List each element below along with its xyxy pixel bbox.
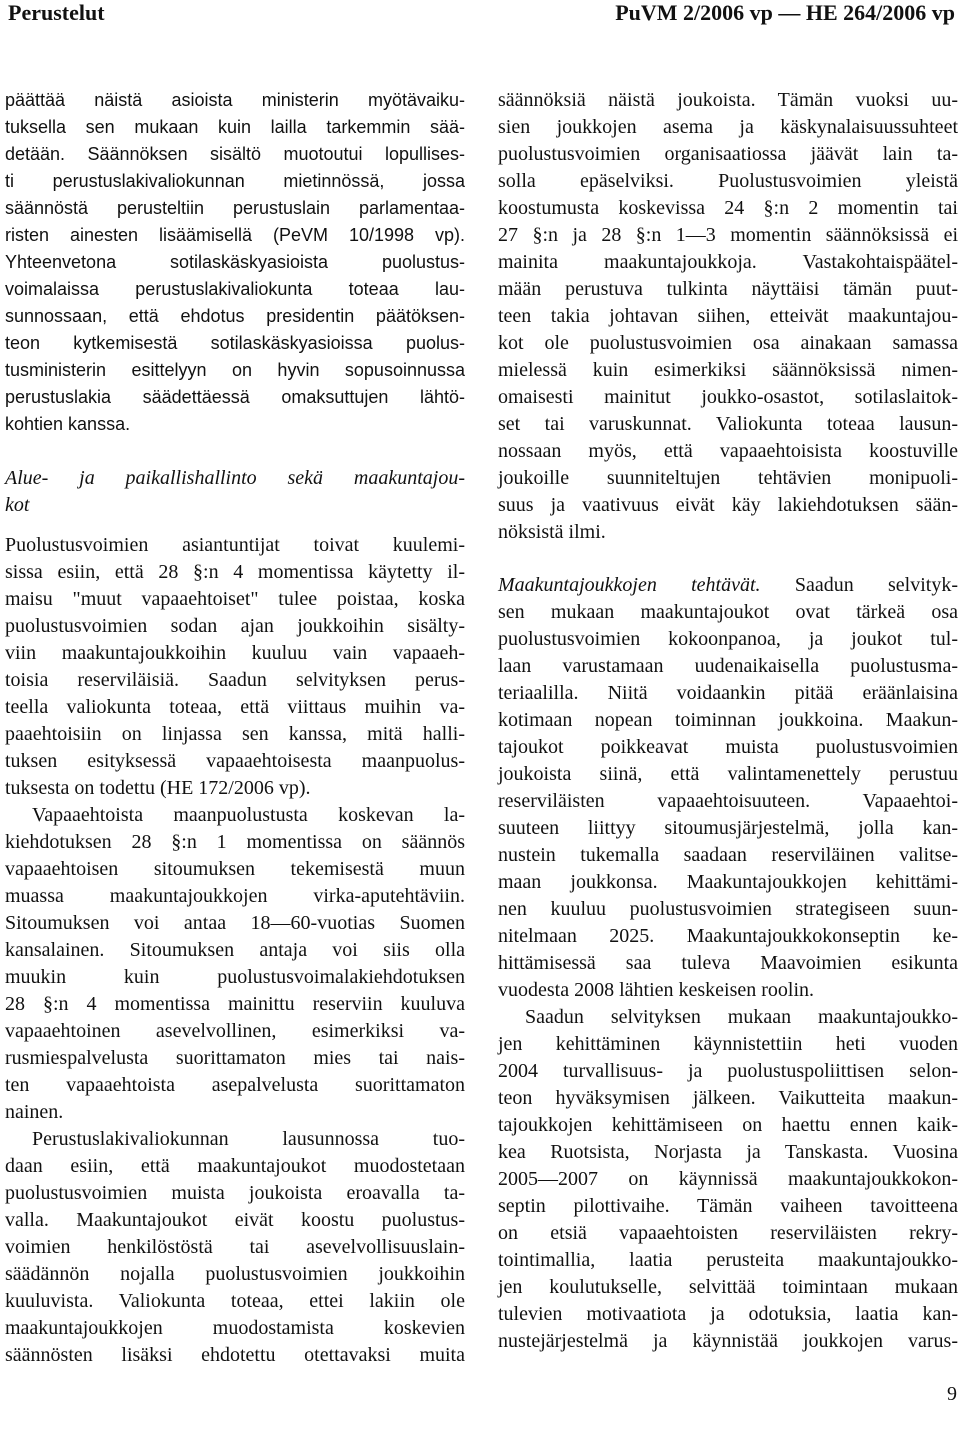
text-line <box>5 303 465 330</box>
line-text: tointimallia, laatia perusteita maakuntajoukko- <box>498 1249 958 1271</box>
line-text: koostumusta koskevissa 24 §:n 2 momentin tai <box>498 197 958 219</box>
line-text: tajoukot poikkeavat muista puolustusvoimien <box>498 736 958 758</box>
line-text: voimalaissa perustuslakivaliokunta toteaa lau- <box>5 279 465 299</box>
text-line <box>498 653 958 680</box>
line-text: tajoukkojen kehittämiseen on haettu ennen kaik- <box>498 1114 958 1136</box>
line-text: ti perustuslakivaliokunnan mietinnössä, jossa <box>5 171 465 191</box>
running-header-section: Perustelut <box>8 0 105 25</box>
line-text: mainita maakuntajoukkoja. Vastakohtaispäätel- <box>498 251 958 273</box>
line-text: reserviläisten vapaaehtoisuuteen. Vapaaehtoi- <box>498 790 958 812</box>
text-line <box>498 384 958 411</box>
line-text: Alue- ja paikallishallinto sekä maakuntajou- <box>5 467 465 489</box>
text-line <box>498 896 958 923</box>
running-header-document-ref: PuVM 2/2006 vp — HE 264/2006 vp <box>615 0 955 25</box>
text-line <box>5 775 465 802</box>
line-text: maan joukkonsa. Maakuntajoukkojen kehittämi- <box>498 871 958 893</box>
line-text: tuksella sen mukaan kuin lailla tarkemmin sää- <box>5 117 465 137</box>
line-text: septin pilottivaihe. Tämän vaiheen tavoitteena <box>498 1195 958 1217</box>
text-line <box>5 168 465 195</box>
line-text: nitelmaan 2025. Maakuntajoukkokonseptin ke- <box>498 925 958 947</box>
line-text: kot <box>5 494 30 516</box>
line-text: rusmiespalvelusta suorittamaton mies tai nais- <box>5 1047 465 1069</box>
text-line <box>498 438 958 465</box>
text-line <box>5 694 465 721</box>
line-text: tulevien motivaatiota ja odotuksia, laatia kan- <box>498 1303 958 1325</box>
text-line <box>498 465 958 492</box>
text-line <box>498 1328 958 1355</box>
text-line <box>498 599 958 626</box>
line-text: nainen. <box>5 1101 64 1123</box>
text-line <box>498 411 958 438</box>
text-line <box>498 626 958 653</box>
text-line <box>498 222 958 249</box>
line-text: ten vapaaehtoista asepalvelusta suorittamaton <box>5 1074 465 1096</box>
text-line <box>498 1085 958 1112</box>
text-line <box>5 195 465 222</box>
page-number: 9 <box>947 1383 957 1405</box>
line-text: 27 §:n ja 28 §:n 1—3 momentin säännöksissä ei <box>498 224 958 246</box>
line-text: jen kehittäminen käynnistettiin heti vuoden <box>498 1033 958 1055</box>
line-text: teon hyväksymisen jälkeen. Vaikutteita maakun- <box>498 1087 958 1109</box>
paragraph <box>5 87 465 438</box>
text-line <box>498 519 958 546</box>
text-line <box>5 991 465 1018</box>
line-text: Puolustusvoimien asiantuntijat toivat kuulemi- <box>5 534 465 556</box>
text-line <box>498 842 958 869</box>
line-text: sunnossaan, että ehdotus presidentin päätöksen- <box>5 306 465 326</box>
line-text: puolustusvoimien muista joukoista eroavalla ta- <box>5 1182 465 1204</box>
line-text: kot ole puolustusvoimien osa ainakaan samassa <box>498 332 958 354</box>
line-text: risten ainesten lisäämisellä (PeVM 10/1998 vp). <box>5 225 465 245</box>
line-text: jen koulutukselle, selvittää toimintaan mukaan <box>498 1276 958 1298</box>
line-text: paaehtoisiin on linjassa sen kanssa, mitä halli- <box>5 723 465 745</box>
line-text: valla. Maakuntajoukot eivät koostu puolustus- <box>5 1209 465 1231</box>
line-text: teen takia johtavan siihen, etteivät maakuntajou- <box>498 305 958 327</box>
line-text: nen kuuluu puolustusvoimien strategiseen suun- <box>498 898 958 920</box>
line-text: suus ja vaativuus eivät käy lakiehdotuksen sään- <box>498 494 958 516</box>
text-line <box>498 1220 958 1247</box>
paragraph <box>498 87 958 546</box>
line-text: vapaaehtoinen asevelvollinen, esimerkiksi va- <box>5 1020 465 1042</box>
line-text: kansalainen. Sitoumuksen antaja voi siis olla <box>5 939 465 961</box>
line-text: päättää näistä asioista ministerin myötävaiku- <box>5 90 465 110</box>
text-line <box>498 1004 958 1031</box>
line-text: tusministerin esittelyyn on hyvin sopusoinnussa <box>5 360 465 380</box>
line-text: puolustusvoimien sodan ajan joukkoihin sisälty- <box>5 615 465 637</box>
line-text: sissa esiin, että 28 §:n 4 momentissa käytetty il- <box>5 561 465 583</box>
line-text: vuodesta 2008 lähtien keskeisen roolin. <box>498 979 815 1001</box>
text-line <box>5 1072 465 1099</box>
text-line <box>498 249 958 276</box>
text-line <box>5 357 465 384</box>
line-text: teon kytkemisestä sotilaskäskyasioissa puolus- <box>5 333 465 353</box>
line-text: säännöksiä näistä joukoista. Tämän vuoksi uu- <box>498 89 958 111</box>
line-text: säännösten lisäksi ehdotettu otettavaksi muita <box>5 1344 465 1366</box>
line-text: kotimaan nopean toiminnan joukkoina. Maakun- <box>498 709 958 731</box>
text-line <box>498 788 958 815</box>
text-line <box>5 1126 465 1153</box>
paragraph <box>5 532 465 802</box>
line-text: detään. Säännöksen sisältö muotoutui lopullises- <box>5 144 465 164</box>
text-line <box>5 492 465 519</box>
line-text: kohtien kanssa. <box>5 414 131 434</box>
run-in-heading: Maakuntajoukkojen tehtävät. <box>498 574 761 596</box>
text-line <box>5 748 465 775</box>
line-text: Saadun selvityksen mukaan maakuntajoukko- <box>525 1006 958 1028</box>
line-text: tuksesta on todettu (HE 172/2006 vp). <box>5 777 311 799</box>
line-text: puolustusvoimien kokoonpanoa, ja joukot tul- <box>498 628 958 650</box>
line-text: vapaaehtoisen sitoumuksen tekemisestä muun <box>5 858 465 880</box>
line-text: mielessä kuin esimerkiksi säännöksissä nimen- <box>498 359 958 381</box>
line-text: 2004 turvallisuus- ja puolustuspoliittisen selon- <box>498 1060 958 1082</box>
text-line <box>5 411 465 438</box>
text-line <box>5 141 465 168</box>
line-text: Yhteenvetona sotilaskäskyasioista puolustus- <box>5 252 465 272</box>
line-text: muassa maakuntajoukkojen virka-aputehtäviin. <box>5 885 465 907</box>
text-line <box>498 276 958 303</box>
line-text: laan varustamaan uudenaikaisella puolustusma- <box>498 655 958 677</box>
line-text: set tai varuskunnat. Valiokunta toteaa lausun- <box>498 413 958 435</box>
text-line <box>498 869 958 896</box>
text-line <box>5 559 465 586</box>
line-text: joukoille suunniteltujen tehtävien monipuoli- <box>498 467 958 489</box>
line-text: sen mukaan maakuntajoukot ovat tärkeä osa <box>498 601 958 623</box>
text-line <box>498 87 958 114</box>
line-text: sien joukkojen asema ja käskynalaisuussuhteet <box>498 116 958 138</box>
section-heading <box>5 465 465 519</box>
line-text: teella valiokunta toteaa, että viittaus muihin va- <box>5 696 465 718</box>
line-text: kuuluvista. Valiokunta toteaa, ettei lakiin ole <box>5 1290 465 1312</box>
right-text-column <box>498 87 958 1355</box>
text-line <box>5 222 465 249</box>
text-line <box>5 829 465 856</box>
text-line <box>5 586 465 613</box>
line-text: toisia reserviläisiä. Saadun selvityksen perus- <box>5 669 465 691</box>
text-line <box>5 276 465 303</box>
line-text: on etsiä vapaaehtoisten reserviläisten rekry- <box>498 1222 958 1244</box>
text-line <box>498 572 958 599</box>
text-line <box>5 883 465 910</box>
text-line <box>5 330 465 357</box>
text-line <box>5 532 465 559</box>
text-line <box>498 923 958 950</box>
text-line <box>498 168 958 195</box>
line-text: 28 §:n 4 momentissa mainittu reserviin kuuluva <box>5 993 465 1015</box>
line-text: perustuslakia säädettäessä omaksuttujen lähtö- <box>5 387 465 407</box>
paragraph <box>5 802 465 1126</box>
text-line <box>5 910 465 937</box>
text-line <box>5 802 465 829</box>
paragraph <box>498 572 958 1004</box>
text-line <box>5 1018 465 1045</box>
text-line <box>498 195 958 222</box>
text-line <box>498 1301 958 1328</box>
line-text: hittämisessä saa tuleva Maavoimien esikunta <box>498 952 958 974</box>
line-text: voimien henkilöstöstä tai asevelvollisuuslain- <box>5 1236 465 1258</box>
paragraph <box>498 1004 958 1355</box>
text-line <box>5 1099 465 1126</box>
line-text: kea Ruotsista, Norjasta ja Tanskasta. Vuosina <box>498 1141 958 1163</box>
text-line <box>498 1031 958 1058</box>
line-text: teriaalilla. Niitä voidaankin pitää eräänlaisina <box>498 682 958 704</box>
text-line <box>5 465 465 492</box>
text-line <box>5 640 465 667</box>
text-line <box>5 1207 465 1234</box>
line-text: nustejärjestelmä ja käynnistää joukkojen varus- <box>498 1330 958 1352</box>
text-line <box>498 1058 958 1085</box>
text-line <box>498 1247 958 1274</box>
text-line <box>498 977 958 1004</box>
text-line <box>5 249 465 276</box>
line-text <box>498 574 958 596</box>
text-line <box>5 613 465 640</box>
text-line <box>498 707 958 734</box>
line-text: kiehdotuksen 28 §:n 1 momentissa on säännös <box>5 831 465 853</box>
text-line <box>5 964 465 991</box>
text-line <box>498 761 958 788</box>
text-line <box>498 1193 958 1220</box>
text-line <box>498 357 958 384</box>
line-text: daan esiin, että maakuntajoukot muodostetaan <box>5 1155 465 1177</box>
text-line <box>498 330 958 357</box>
text-line <box>498 1166 958 1193</box>
text-line <box>5 114 465 141</box>
text-line <box>5 856 465 883</box>
text-line <box>5 937 465 964</box>
text-line <box>5 1045 465 1072</box>
line-text-rest: Saadun selvityk- <box>794 574 959 596</box>
text-line <box>498 950 958 977</box>
line-text: Vapaaehtoista maanpuolustusta koskevan la- <box>32 804 465 826</box>
paragraph <box>5 1126 465 1369</box>
text-line <box>498 492 958 519</box>
line-text: nustein tukemalla saadaan reserviläinen valitse- <box>498 844 958 866</box>
line-text: säännöstä perusteltiin perustuslain parlamentaa- <box>5 198 465 218</box>
line-text: omaisesti mainitut joukko-osastot, sotilaslaitok- <box>498 386 958 408</box>
text-line <box>5 1234 465 1261</box>
text-line <box>5 1153 465 1180</box>
text-line <box>498 734 958 761</box>
text-line <box>5 1342 465 1369</box>
text-line <box>498 815 958 842</box>
line-text: tuksen esityksessä vapaaehtoisesta maanpuolus- <box>5 750 465 772</box>
line-text: maakuntajoukkojen muodostamista koskevien <box>5 1317 465 1339</box>
line-text: maisu "muut vapaaehtoiset" tulee poistaa, koska <box>5 588 465 610</box>
line-text: viin maakuntajoukkoihin kuuluu vain vapaaeh- <box>5 642 465 664</box>
text-line <box>498 1274 958 1301</box>
left-text-column <box>5 87 465 1369</box>
line-text: nöksistä ilmi. <box>498 521 606 543</box>
text-line <box>5 1315 465 1342</box>
text-line <box>5 1180 465 1207</box>
line-text: säädännön nojalla puolustusvoimien joukkoihin <box>5 1263 465 1285</box>
line-text: mään perustuva tulkinta näyttäisi tämän puut- <box>498 278 958 300</box>
line-text: Perustuslakivaliokunnan lausunnossa tuo- <box>32 1128 465 1150</box>
text-line <box>498 1139 958 1166</box>
text-line <box>498 680 958 707</box>
line-text: solla epäselviksi. Puolustusvoimien yleistä <box>498 170 958 192</box>
text-line <box>5 721 465 748</box>
line-text: puolustusvoimien organisaatiossa jäävät lain ta- <box>498 143 958 165</box>
text-line <box>5 1288 465 1315</box>
line-text: joukoista siinä, että valintamenettely perustuu <box>498 763 958 785</box>
line-text: Sitoumuksen voi antaa 18—60-vuotias Suomen <box>5 912 465 934</box>
text-line <box>498 141 958 168</box>
line-text: 2005—2007 on käynnissä maakuntajoukkokon- <box>498 1168 958 1190</box>
line-text: nossaan myös, että vapaaehtoisista koostuville <box>498 440 958 462</box>
text-line <box>5 1261 465 1288</box>
line-text: suuteen liittyy sitoumusjärjestelmä, jolla kan- <box>498 817 958 839</box>
text-line <box>5 87 465 114</box>
line-text: muukin kuin puolustusvoimalakiehdotuksen <box>5 966 465 988</box>
text-line <box>498 114 958 141</box>
text-line <box>498 303 958 330</box>
text-line <box>498 1112 958 1139</box>
text-line <box>5 667 465 694</box>
text-line <box>5 384 465 411</box>
